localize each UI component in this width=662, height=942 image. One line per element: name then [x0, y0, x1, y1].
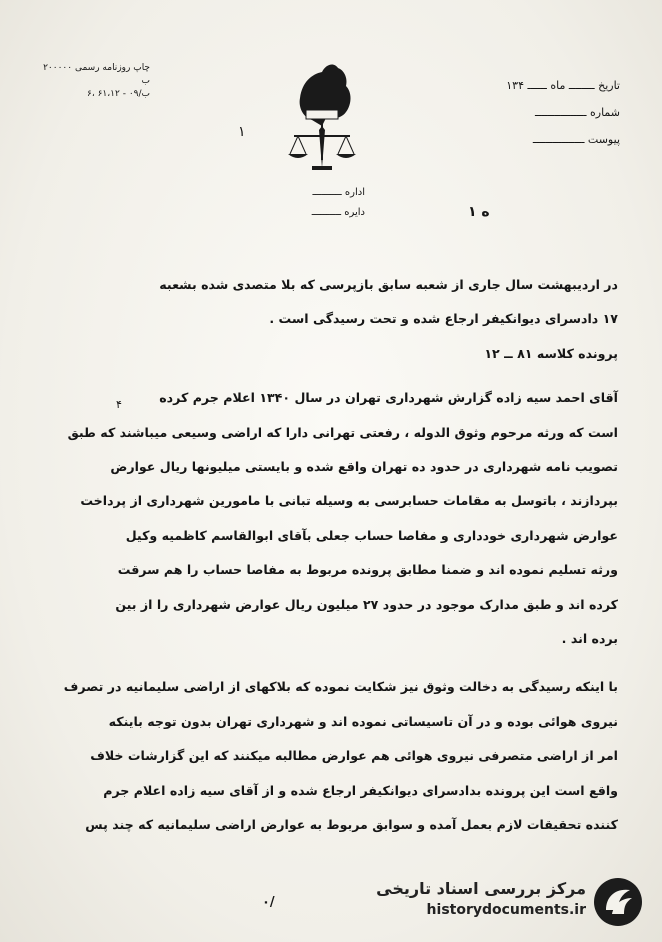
body-line: نیروی هوائی بوده و در آن تاسیساتی نموده اند و شهرداری تهران بدون توجه باینکه [108, 713, 618, 729]
body-line: تصویب نامه شهرداری در حدود ده تهران واقع شده و بایستی میلیونها ریال عوارض [110, 459, 618, 475]
body-line: ۱۷ دادسرای دیوانکیفر ارجاع شده و تحت رسیدگی است . [269, 311, 618, 327]
date-field: تاریخ ــــــــ ماه ــــــ ۱۳۴ [506, 79, 620, 92]
body-line: برده اند . [561, 631, 618, 647]
division-field: دایره ــــــــــ [311, 207, 365, 218]
printing-stamp [40, 62, 150, 101]
office-fields [245, 183, 365, 223]
stamp-line-2: ب/۰۹ - ۶۱،۱۲ ،۶ [86, 89, 150, 99]
stamp-line-1: چاپ روزنامه رسمی ۲۰۰۰۰۰ ب [43, 63, 150, 86]
case-reference: پرونده کلاسه ۸۱ ــ ۱۲ [484, 345, 618, 361]
body-line: کرده اند و طبق مدارک موجود در حدود ۲۷ میلیون ریال عوارض شهرداری را از بین [115, 596, 618, 612]
handwritten-mark-small: ۴ [116, 398, 122, 411]
body-line: آقای احمد سیه زاده گزارش شهرداری تهران در سال ۱۳۴۰ اعلام جرم کرده [159, 390, 618, 406]
number-field: شماره ــــــــــــــــ [534, 106, 620, 119]
watermark-url: historydocuments.ir [426, 902, 586, 918]
body-line: واقع است این پرونده بدادسرای دیوانکیفر ارجاع شده و از آقای سیه زاده اعلام جرم [103, 782, 618, 798]
body-line: است که ورثه مرحوم وثوق الدوله ، رفعتی تهرانی دارا که اراضی وسیعی میباشند که طبق [67, 424, 618, 440]
body-line: با اینکه رسیدگی به دخالت وثوق نیز شکایت نموده که بلاکهای از اراضی سلیمانیه در تصرف [63, 679, 618, 695]
header-fields [450, 72, 620, 153]
body-line: بپردازند ، باتوسل به مقامات حسابرسی به وسیله تبانی با مامورین شهرداری از پرداخت [80, 493, 618, 509]
body-line: عوارض شهرداری خودداری و مفاصا حساب جعلی بآقای ابوالقاسم کاظمیه وکیل [125, 527, 618, 543]
archive-logo-icon [592, 876, 644, 928]
handwritten-mark-h: ه ۱ [468, 204, 490, 220]
page-number-mark: ۰/ [262, 895, 275, 910]
lion-and-scales-emblem-icon [282, 60, 362, 178]
body-line: کننده تحقیقات لازم بعمل آمده و سوابق مربوط به عوارض اراضی سلیمانیه که چند پس [85, 817, 618, 833]
document-body [56, 268, 618, 843]
attachment-field: پیوست ــــــــــــــــ [532, 133, 620, 146]
body-line: امر از اراضی متصرفی نیروی هوائی هم عوارض مطالبه میکنند که این گزارشات خلاف [90, 748, 618, 764]
handwritten-mark-one: ۱ [238, 124, 246, 140]
body-line: ورثه تسلیم نموده اند و ضمنا مطابق پرونده مربوط به مفاصا حساب را هم سرقت [117, 562, 618, 578]
watermark [376, 872, 656, 932]
body-line: در اردیبهشت سال جاری از شعبه سابق بازپرسی که بلا متصدی شده بشعبه [159, 277, 618, 292]
watermark-name: مرکز بررسی اسناد تاریخی [376, 879, 586, 898]
department-field: اداره ــــــــــ [312, 187, 365, 198]
